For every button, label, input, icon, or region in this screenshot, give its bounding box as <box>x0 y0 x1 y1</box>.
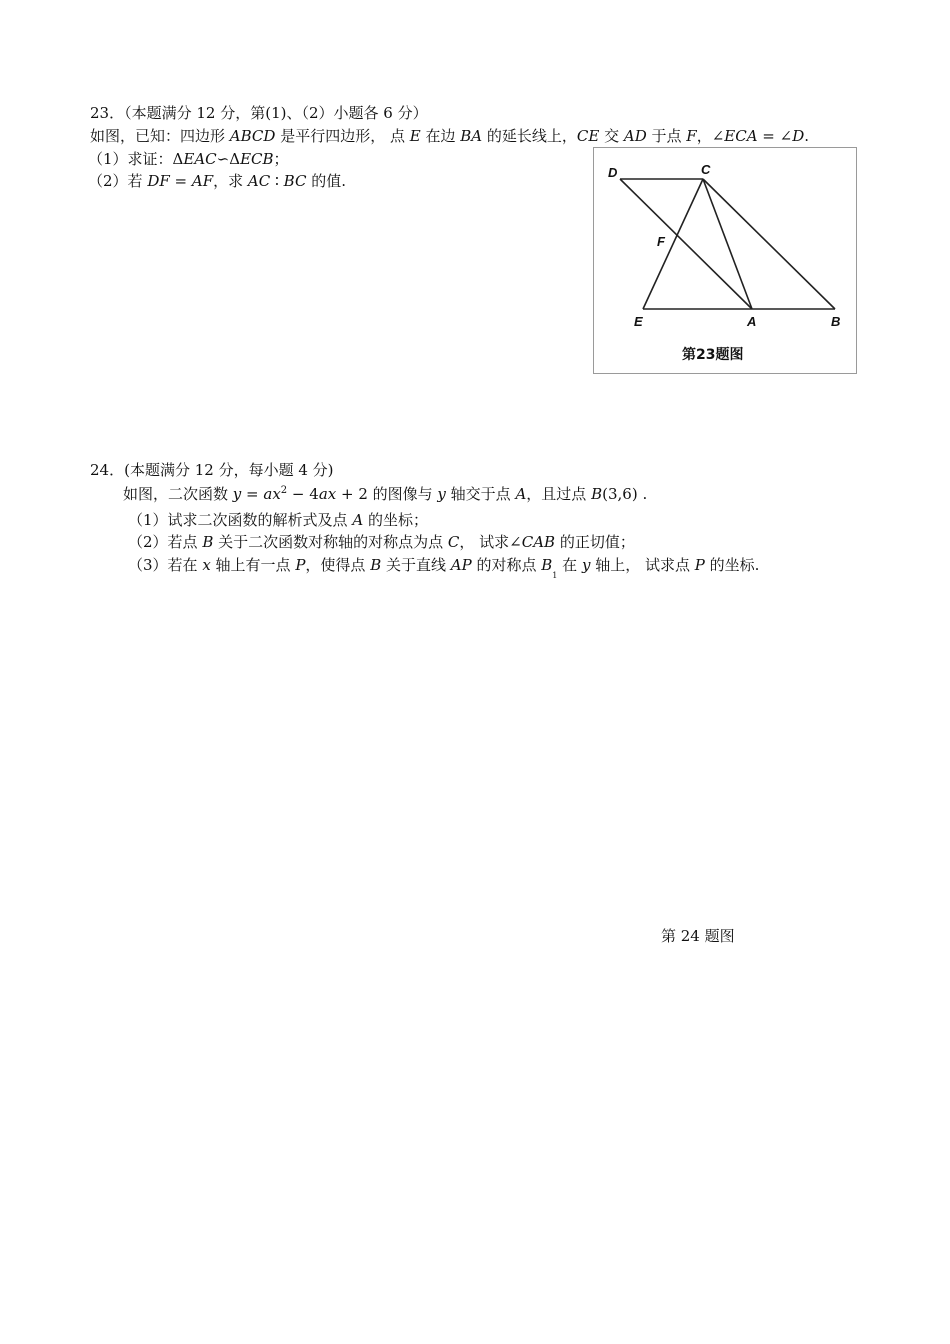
q23-point-d: D <box>792 127 805 145</box>
similar-symbol: ∽ <box>216 150 230 168</box>
q24-stem-text: 轴交于点 <box>445 485 516 503</box>
q24-stem-text: . <box>637 485 648 503</box>
point-b: B <box>370 556 382 574</box>
q24-stem-text: 如图，二次函数 <box>123 485 233 503</box>
segment-da <box>620 179 752 309</box>
q24-part2-text: 关于二次函数对称轴的对称点为点 <box>213 533 448 551</box>
q23-part2-text: 的值. <box>306 172 346 190</box>
segment-ce <box>643 179 703 309</box>
q23-point-e: E <box>409 127 421 145</box>
q23-part2 <box>88 171 346 191</box>
var-y: y <box>437 485 446 503</box>
q24-part1-text: （1）试求二次函数的解析式及点 <box>128 511 353 529</box>
q24-stem-text: = <box>241 485 264 503</box>
var-ax: ax <box>318 485 337 503</box>
segment-cb <box>703 179 835 309</box>
q23-part2-text: （2）若 <box>88 172 148 190</box>
q24-number: 24． <box>90 461 125 479</box>
q23-figure <box>593 147 857 374</box>
q24-part3-text: 轴上， 试求点 <box>590 556 695 574</box>
q23-ba: BA <box>460 127 483 145</box>
point-c: C <box>447 533 460 551</box>
point-b: B <box>591 485 603 503</box>
label-e: E <box>634 314 643 329</box>
q23-point-f: F <box>686 127 697 145</box>
q23-part1 <box>88 149 289 169</box>
q24-part3-text: 的坐标. <box>704 556 760 574</box>
q23-stem-text: 于点 <box>646 127 687 145</box>
q23-number: 23． <box>90 104 125 122</box>
delta-symbol: Δ <box>229 150 241 168</box>
point-a: A <box>515 485 527 503</box>
q23-part1-text: （1）求证： <box>88 150 173 168</box>
segment-ca <box>703 179 752 309</box>
ratio-symbol: ∶ <box>270 172 284 190</box>
point-a: A <box>352 511 364 529</box>
point-p: P <box>694 556 705 574</box>
q23-ecb: ECB <box>240 150 274 168</box>
q24-part3-text: 轴上有一点 <box>210 556 296 574</box>
q23-stem <box>90 126 809 146</box>
var-x: x <box>202 556 211 574</box>
q23-stem-text: 在边 <box>420 127 461 145</box>
q24-part3-text: ，使得点 <box>305 556 371 574</box>
exponent-2: 2 <box>280 485 288 496</box>
q23-abcd: ABCD <box>229 127 276 145</box>
angle-cab: CAB <box>521 533 556 551</box>
q24-part3-text: （3）若在 <box>128 556 203 574</box>
q23-stem-text: 是平行四边形， 点 <box>275 127 410 145</box>
point-b1: B <box>541 556 553 574</box>
q24-part3-text: 的对称点 <box>471 556 542 574</box>
q23-ad: AD <box>623 127 647 145</box>
var-y: y <box>581 556 591 574</box>
q24-part3 <box>128 555 759 578</box>
q23-ac: AC <box>247 172 271 190</box>
q23-bc: BC <box>283 172 307 190</box>
label-a: A <box>747 314 757 329</box>
q23-eca: ECA <box>724 127 758 145</box>
q24-part3-text: 在 <box>557 556 582 574</box>
q23-part1-text: ； <box>273 150 289 168</box>
q23-points: （本题满分 12 分，第(1)、（2）小题各 6 分） <box>124 104 428 122</box>
q23-stem-text: = ∠ <box>757 127 793 145</box>
label-f: F <box>657 234 665 249</box>
var-y: y <box>232 485 242 503</box>
q24-stem-text: 的图像与 <box>367 485 438 503</box>
q23-stem-text: . <box>804 127 810 145</box>
q24-stem-text: − 4 <box>287 485 319 503</box>
q24-figure-caption: 第 24 题图 <box>661 927 735 945</box>
label-c: C <box>701 162 711 177</box>
point-p: P <box>295 556 306 574</box>
q24-part1-text: 的坐标； <box>363 511 428 529</box>
subscript-1: 1 <box>552 571 558 580</box>
q24-part2-text: （2）若点 <box>128 533 203 551</box>
q24-part2-text: 的正切值； <box>555 533 635 551</box>
q23-figure-caption: 第23题图 <box>682 347 744 363</box>
q24-part1 <box>128 510 428 530</box>
point-b: B <box>202 533 214 551</box>
point-b-coord: (3,6) <box>602 485 638 503</box>
q24-part3-text: 关于直线 <box>381 556 451 574</box>
q23-stem-text: 交 <box>599 127 624 145</box>
label-b: B <box>831 314 841 329</box>
q23-ce: CE <box>576 127 600 145</box>
line-ap: AP <box>450 556 472 574</box>
q23-header <box>90 103 428 123</box>
q24-stem-text: + 2 <box>336 485 368 503</box>
var-ax: ax <box>263 485 281 503</box>
q23-af: AF <box>191 172 214 190</box>
q23-stem-text: ，∠ <box>696 127 725 145</box>
q24-points: (本题满分 12 分，每小题 4 分) <box>124 461 334 479</box>
q24-stem-text: ，且过点 <box>526 485 592 503</box>
q23-stem-text: 的延长线上， <box>482 127 577 145</box>
q24-part2 <box>128 532 635 552</box>
label-d: D <box>608 165 618 180</box>
q23-df: DF <box>147 172 170 190</box>
q23-eac: EAC <box>183 150 217 168</box>
q24-part2-text: ， 试求∠ <box>459 533 522 551</box>
q23-stem-text: 如图，已知：四边形 <box>90 127 230 145</box>
q23-part2-text: = <box>169 172 192 190</box>
q24-header <box>90 460 334 480</box>
q23-figure-drawing <box>594 148 858 375</box>
delta-symbol: Δ <box>172 150 184 168</box>
q23-part2-text: ，求 <box>213 172 248 190</box>
q24-stem <box>123 484 647 507</box>
